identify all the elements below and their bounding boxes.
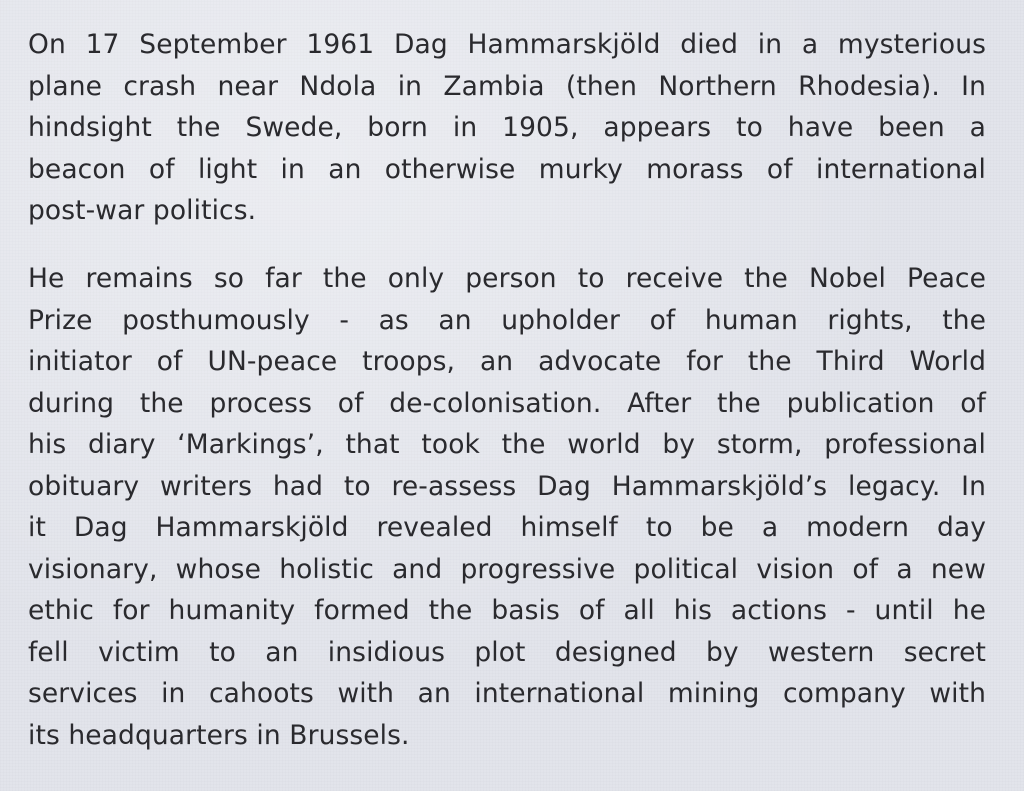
text-line: Prize posthumously - as an upholder of human rights, the [28, 304, 986, 336]
text-line: it Dag Hammarskjöld revealed himself to be a modern day [28, 512, 986, 543]
paragraph-1 [28, 24, 986, 232]
text-line: its headquarters in Brussels. [28, 719, 410, 751]
text-line: hindsight the Swede, born in 1905, appears to have been a [28, 112, 986, 143]
text-line: obituary writers had to re-assess Dag Hammarskjöld’s legacy. In [28, 470, 986, 502]
text-line: during the process of de-colonisation. After the publication of [28, 387, 986, 419]
paragraph-2 [28, 258, 986, 756]
text-line: initiator of UN-peace troops, an advocate for the Third World [28, 346, 986, 377]
text-line: beacon of light in an otherwise murky morass of international [28, 153, 986, 185]
text-line: post-war politics. [28, 195, 257, 226]
text-line: his diary ‘Markings’, that took the world by storm, professional [28, 429, 986, 460]
text-line: fell victim to an insidious plot designed by western secret [28, 636, 986, 668]
text-line: services in cahoots with an international mining company with [28, 678, 986, 709]
text-line: On 17 September 1961 Dag Hammarskjöld died in a mysterious [28, 29, 986, 60]
text-line: ethic for humanity formed the basis of all his actions - until he [28, 595, 986, 626]
text-line: visionary, whose holistic and progressive political vision of a new [28, 553, 986, 585]
text-line: plane crash near Ndola in Zambia (then Northern Rhodesia). In [28, 70, 986, 102]
text-line: He remains so far the only person to receive the Nobel Peace [28, 263, 986, 294]
